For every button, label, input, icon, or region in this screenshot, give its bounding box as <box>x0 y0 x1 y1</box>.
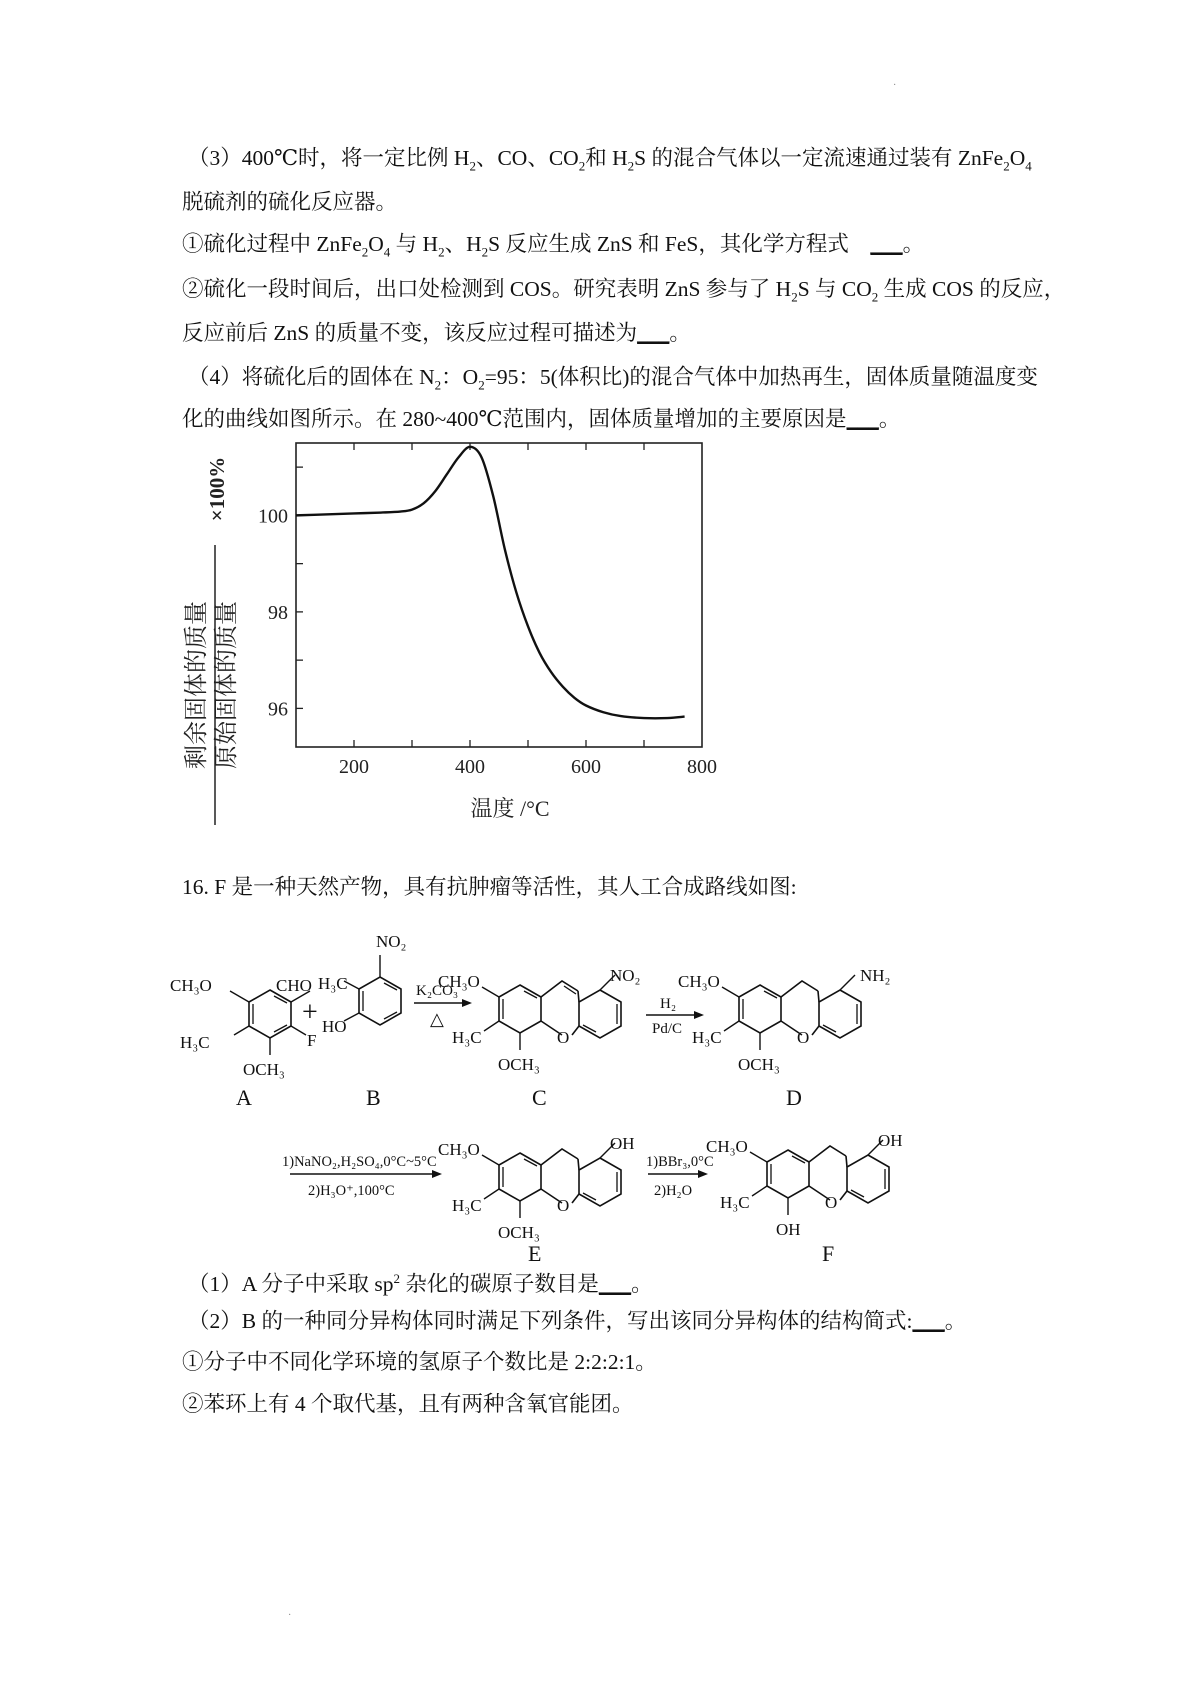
answer-blank[interactable]: ___ <box>870 232 903 256</box>
substituent-no2: NO₂ <box>376 932 407 951</box>
substituent-h3c: H₃C <box>180 1033 210 1052</box>
compound-label-C: C <box>532 1085 547 1110</box>
part3-question1: ①硫化过程中 $ZnFe_2O_4$ 与 $H_2$、$H_2S$ 反应生成 ZnS 和 FeS，其化学方程式 ___。 <box>182 229 924 267</box>
axis-ticks <box>296 443 644 747</box>
reagent-bbr3: 1)BBr₃,0°C <box>646 1154 714 1170</box>
x-axis-label: 温度 /°C <box>470 796 550 821</box>
substituent-oh: OH <box>878 1131 903 1150</box>
question16-part2: （2）B 的一种同分异构体同时满足下列条件，写出该同分异构体的结构简式:___。 <box>188 1306 966 1336</box>
reagent-h2o: 2)H₂O <box>654 1183 693 1199</box>
compound-C <box>438 966 640 1110</box>
substituent-oh: OH <box>610 1134 635 1153</box>
substituent-oh: OH <box>776 1220 801 1239</box>
reaction-arrow-3 <box>282 1154 442 1199</box>
substituent-ch3o: CH₃O <box>706 1137 748 1156</box>
y-label-denominator: 原始固体的质量 <box>214 601 240 769</box>
plus-sign: + <box>302 997 318 1028</box>
substituent-no2: NO₂ <box>610 966 641 985</box>
tick-labels <box>258 505 717 778</box>
ring-oxygen: O <box>825 1193 838 1212</box>
reagent-h2: H₂ <box>660 996 677 1012</box>
condition-1: ①分子中不同化学环境的氢原子个数比是 2:2:2:1。 <box>182 1350 657 1374</box>
substituent-h3c: H₃C <box>318 974 348 993</box>
condition-2: ②苯环上有 4 个取代基，且有两种含氧官能团。 <box>182 1392 634 1416</box>
answer-blank[interactable]: ___ <box>598 1272 632 1297</box>
compound-label-A: A <box>236 1085 252 1110</box>
reagent-nano2: 1)NaNO₂,H₂SO₄,0°C~5°C <box>282 1154 437 1170</box>
substituent-ch3o: CH₃O <box>170 976 212 995</box>
answer-blank[interactable]: ___ <box>912 1309 945 1333</box>
substituent-nh2: NH₂ <box>860 966 891 985</box>
catalyst-pd-c: Pd/C <box>652 1021 683 1037</box>
substituent-f: F <box>307 1031 317 1050</box>
part3-question2-line1: ②硫化一段时间后，出口处检测到 COS。研究表明 ZnS 参与了 $H_2S$ 与 $CO_2$ 生成 COS 的反应， <box>182 277 1066 305</box>
condition-heat: △ <box>430 1009 444 1029</box>
answer-blank[interactable]: ___ <box>846 407 879 431</box>
part4-line2: 化的曲线如图所示。在 280~400℃范围内，固体质量增加的主要原因是___。 <box>182 404 900 434</box>
y-tick-label: 96 <box>268 698 288 721</box>
answer-blank[interactable]: ___ <box>637 321 670 345</box>
compound-label-D: D <box>786 1085 802 1110</box>
substituent-h3c: H₃C <box>452 1028 482 1047</box>
x-tick-label: 400 <box>455 756 485 778</box>
ring-oxygen: O <box>557 1028 570 1047</box>
substituent-och3: OCH₃ <box>498 1223 540 1242</box>
mass-temperature-chart <box>170 425 730 840</box>
substituent-och3: OCH₃ <box>243 1060 285 1079</box>
reagent-h3o: 2)H₃O⁺,100°C <box>308 1183 395 1199</box>
y-label-numerator: 剩余固体的质量 <box>184 601 210 769</box>
y-tick-label: 100 <box>258 505 288 528</box>
synthesis-scheme <box>170 915 1070 1265</box>
series-line <box>296 447 685 718</box>
substituent-h3c: H₃C <box>692 1028 722 1047</box>
substituent-cho: CHO <box>276 976 312 995</box>
substituent-ch3o: CH₃O <box>438 972 480 991</box>
y-label-suffix: ×100% <box>205 456 229 522</box>
page-speck: · <box>893 80 897 91</box>
compound-E <box>438 1134 635 1265</box>
substituent-och3: OCH₃ <box>498 1055 540 1074</box>
question16-part1: （1）A 分子中采取 $sp^2$ 杂化的碳原子数目是___。 <box>188 1264 653 1299</box>
y-axis-label <box>183 457 240 825</box>
reaction-arrow-4 <box>646 1154 714 1199</box>
substituent-och3: OCH₃ <box>738 1055 780 1074</box>
plot-frame <box>296 443 702 747</box>
y-tick-label: 98 <box>268 601 288 624</box>
compound-D <box>678 966 890 1110</box>
reagent-k2co3: K₂CO₃ <box>416 983 459 999</box>
x-tick-label: 600 <box>571 756 601 778</box>
compound-label-B: B <box>366 1085 381 1110</box>
compound-label-E: E <box>528 1241 542 1265</box>
substituent-ch3o: CH₃O <box>678 972 720 991</box>
compound-A <box>170 976 316 1110</box>
ring-oxygen: O <box>797 1028 810 1047</box>
page-speck: · <box>288 1610 292 1621</box>
part3-question2-line2: 反应前后 ZnS 的质量不变，该反应过程可描述为___。 <box>182 318 691 348</box>
substituent-h3c: H₃C <box>720 1193 750 1212</box>
part3-intro-line1: （3）400℃时，将一定比例 $H_2$、CO、$CO_2$和 $H_2S$ 的混合气体以一定流速通过装有 $ZnFe_2O_4$ <box>188 146 1032 174</box>
substituent-h3c: H₃C <box>452 1196 482 1215</box>
x-tick-label: 200 <box>339 756 369 778</box>
compound-F <box>706 1131 903 1265</box>
substituent-ch3o: CH₃O <box>438 1140 480 1159</box>
ring-oxygen: O <box>557 1196 570 1215</box>
part3-intro-line2: 脱硫剂的硫化反应器。 <box>182 190 398 214</box>
substituent-ho: HO <box>322 1017 347 1036</box>
compound-label-F: F <box>822 1241 835 1265</box>
question16-text: 16. F 是一种天然产物，具有抗肿瘤等活性，其人工合成路线如图: <box>182 875 797 899</box>
part4-line1: （4）将硫化后的固体在 $N_2$：$O_2=95$：5(体积比)的混合气体中加热再生，固体质量随温度变 <box>188 365 1038 393</box>
compound-B <box>318 932 406 1110</box>
x-tick-label: 800 <box>687 756 717 778</box>
